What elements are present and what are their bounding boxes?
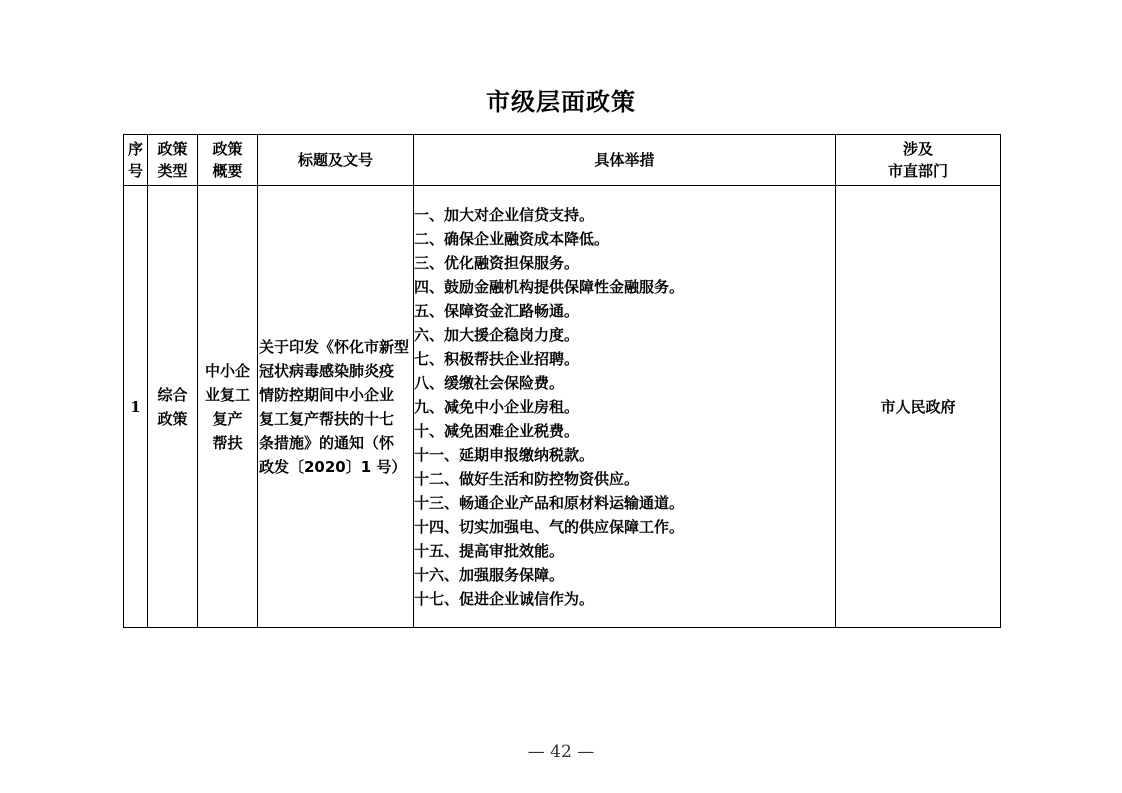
measure-item: 十六、加强服务保障。 [414,565,565,584]
row-policy-type: 综合 政策 [148,186,198,628]
header-seq: 序 号 [124,135,148,186]
row-title-doc-number: 关于印发《怀化市新型 冠状病毒感染肺炎疫 情防控期间中小企业 复工复产帮扶的十七 条措施》的通知（怀 政发〔2020〕1 号） [258,186,414,628]
measure-item: 十、减免困难企业税费。 [414,421,580,440]
measure-item: 十七、促进企业诚信作为。 [414,589,595,608]
row-seq: 1 [124,186,148,628]
measure-item: 九、减免中小企业房租。 [414,397,580,416]
measure-item: 三、优化融资担保服务。 [414,253,580,272]
measure-item: 一、加大对企业信贷支持。 [414,205,595,224]
measure-item: 十三、畅通企业产品和原材料运输通道。 [414,493,685,512]
table-row [124,186,1001,628]
measure-item: 二、确保企业融资成本降低。 [414,229,610,248]
policy-table [123,134,1001,628]
row-departments: 市人民政府 [836,186,1001,628]
row-policy-summary: 中小企 业复工 复产 帮扶 [198,186,258,628]
measure-item: 七、积极帮扶企业招聘。 [414,349,580,368]
measure-item: 八、缓缴社会保险费。 [414,373,565,392]
measure-item: 十四、切实加强电、气的供应保障工作。 [414,517,685,536]
header-title-doc-number: 标题及文号 [258,135,414,186]
measure-item: 十一、延期申报缴纳税款。 [414,445,595,464]
header-departments: 涉及 市直部门 [836,135,1001,186]
page-number: — 42 — [527,742,595,762]
table-header-row [124,135,1001,186]
row-measures [414,186,836,628]
measure-item: 十二、做好生活和防控物资供应。 [414,469,640,488]
header-measures: 具体举措 [414,135,836,186]
header-policy-type: 政策 类型 [148,135,198,186]
measure-item: 五、保障资金汇路畅通。 [414,301,580,320]
page-title: 市级层面政策 [486,88,636,116]
header-policy-summary: 政策 概要 [198,135,258,186]
measure-item: 十五、提高审批效能。 [414,541,565,560]
measure-item: 六、加大援企稳岗力度。 [414,325,580,344]
measure-item: 四、鼓励金融机构提供保障性金融服务。 [414,277,685,296]
